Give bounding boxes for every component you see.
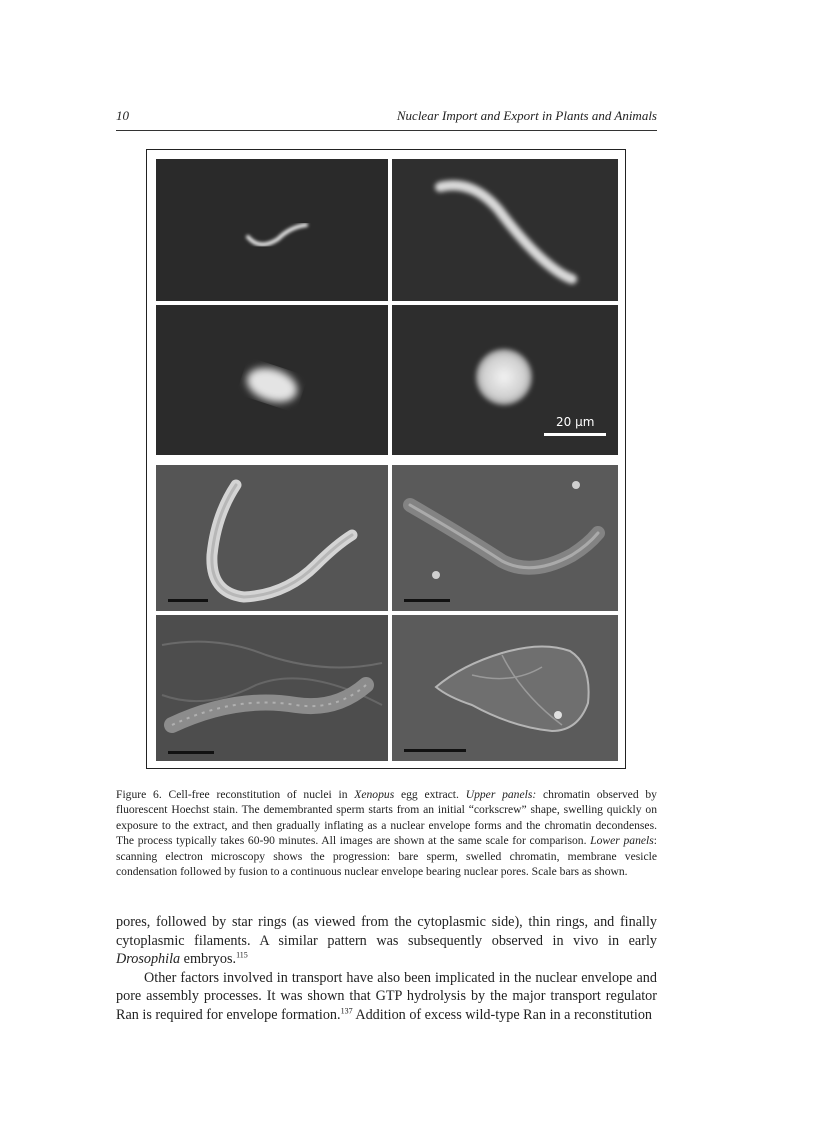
sem-panel-nuclear-envelope bbox=[392, 615, 618, 761]
citation-ref: 115 bbox=[236, 950, 248, 960]
caption-text: chromatin observed by fluorescent Hoechst stain. The demembranted sperm starts from an initial “corkscrew” shape, swelling quickly on exposure to the extract, and then gradually inflating as a nuclear envelope forms and the chromatin decondenses. The process typically takes 60-90 minutes. All images are shown at the same scale for comparison. bbox=[116, 788, 657, 848]
scale-bar-label: 20 µm bbox=[556, 415, 595, 429]
paragraph bbox=[116, 969, 657, 1025]
caption-text: Cell-free reconstitution of nuclei in bbox=[168, 788, 355, 801]
caption-italic-species: Xenopus bbox=[354, 788, 395, 801]
citation-ref: 137 bbox=[340, 1006, 353, 1016]
fluorescence-panel-elongated bbox=[392, 159, 618, 301]
fluorescence-panel-corkscrew bbox=[156, 159, 388, 301]
sem-panel-vesicle-condensation bbox=[156, 615, 388, 761]
figure-6 bbox=[146, 149, 626, 769]
paragraph-text: embryos. bbox=[180, 951, 237, 968]
caption-italic-lower-panels: Lower panels bbox=[590, 834, 654, 848]
caption-italic-upper-panels: Upper panels: bbox=[465, 788, 537, 801]
page-header bbox=[116, 108, 657, 126]
caption-label: Figure 6. bbox=[116, 788, 162, 801]
header-rule bbox=[116, 130, 657, 131]
fluorescence-panel-swollen bbox=[156, 305, 388, 455]
paragraph-italic: Drosophila bbox=[116, 951, 181, 968]
paragraph-text: Addition of excess wild-type Ran in a reconstitution bbox=[352, 1006, 653, 1023]
sem-panel-swelled-chromatin bbox=[392, 465, 618, 611]
sem-panel-bare-sperm bbox=[156, 465, 388, 611]
running-title: Nuclear Import and Export in Plants and Animals bbox=[396, 108, 657, 123]
caption-text: : scanning electron microscopy shows the progression: bare sperm, swelled chromatin, membrane vesicle condensation followed by fusion to a continuous nuclear envelope bearing nuclear pores. Scale bars as shown. bbox=[116, 834, 657, 879]
paragraph bbox=[116, 913, 657, 969]
caption-text: egg extract. bbox=[394, 788, 466, 801]
page-number: 10 bbox=[116, 108, 129, 123]
body-text bbox=[116, 913, 657, 1025]
figure-caption bbox=[116, 787, 657, 879]
paragraph-text: Other factors involved in transport have also been implicated in the nuclear envelope and pore assembly processes. It was shown that GTP hydrolysis by the major transport regulator Ran is required for envelope formation. bbox=[116, 969, 657, 1023]
paragraph-text: pores, followed by star rings (as viewed from the cytoplasmic side), thin rings, and finally cytoplasmic filaments. A similar pattern was subsequently observed in vivo in early bbox=[116, 914, 657, 949]
fluorescence-panel-round-nucleus bbox=[392, 305, 618, 455]
